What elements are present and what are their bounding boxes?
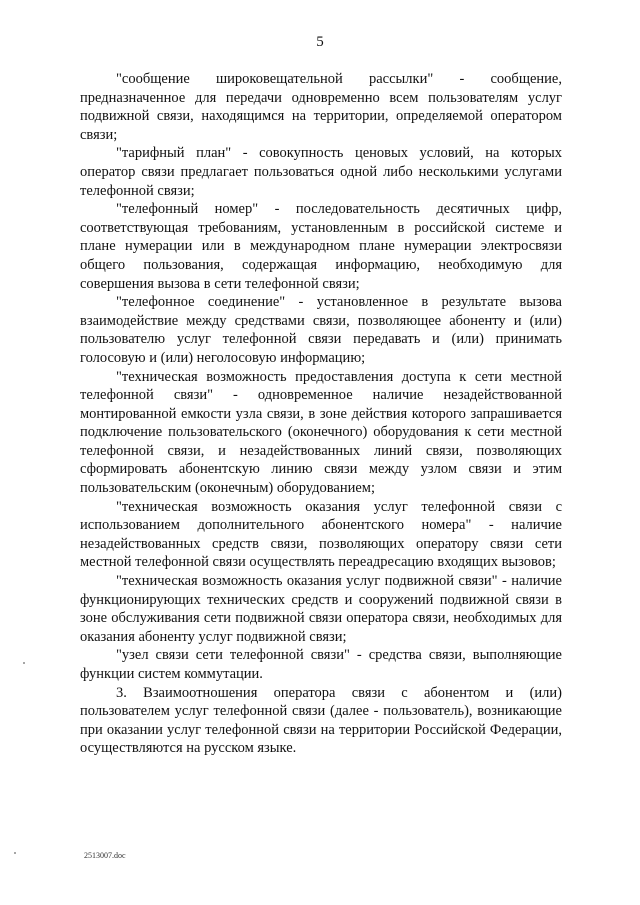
definition-switching-node: "узел связи сети телефонной связи" - средства связи, выполняющие функции систем коммутации. bbox=[80, 647, 562, 682]
definition-tariff-plan: "тарифный план" - совокупность ценовых условий, на которых оператор связи предлагает пользоваться одной либо несколькими услугами телефонной связи; bbox=[80, 145, 562, 199]
margin-dot bbox=[14, 852, 16, 854]
definition-mobile-service-possibility: "техническая возможность оказания услуг подвижной связи" - наличие функционирующих технических средств и сооружений подвижной связи в зоне обслуживания сети подвижной связи оператора связи, необходимых для оказания абоненту услуг подвижной связи; bbox=[80, 573, 562, 645]
document-footer: 2513007.doc bbox=[84, 851, 126, 860]
definition-additional-number-possibility: "техническая возможность оказания услуг телефонной связи с использованием дополнительного абонентского номера" - наличие незадействованных средств связи, позволяющих оператору связи сети местной телефонной связи осуществлять переадресацию входящих вызовов; bbox=[80, 498, 562, 571]
margin-dot bbox=[23, 662, 25, 664]
definition-telephone-connection: "телефонное соединение" - установленное в результате вызова взаимодействие между средствами связи, позволяющее абоненту и (или) пользователю услуг телефонной связи передавать и (или) принимать голосовую и (или) неголосовую информацию; bbox=[80, 294, 562, 366]
clause-3-language: 3. Взаимоотношения оператора связи с абонентом и (или) пользователем услуг телефонной связи (далее - пользователь), возникающие при оказании услуг телефонной связи на территории Российской Федерации, осуществляются на русском языке. bbox=[80, 684, 562, 757]
definition-broadcast-message: "сообщение широковещательной рассылки" - сообщение, предназначенное для передачи одновременно всем пользователям услуг подвижной связи, находящимся на территории, определяемой оператором связи; bbox=[80, 71, 562, 143]
page-number: 5 bbox=[316, 34, 324, 50]
document-body bbox=[80, 70, 562, 758]
definition-telephone-number: "телефонный номер" - последовательность десятичных цифр, соответствующая требованиям, установленным в российской системе и плане нумерации или в международном плане нумерации электросвязи общего пользования, содержащая информацию, необходимую для совершения вызова в сети телефонной связи; bbox=[80, 201, 562, 292]
definition-local-access-possibility: "техническая возможность предоставления доступа к сети местной телефонной связи" - одновременное наличие незадействованной монтированной емкости узла связи, в зоне действия которого запрашивается подключение пользовательского (оконечного) оборудования к сети местной телефонной связи, и незадействованных линий связи, позволяющих сформировать абонентскую линию связи между узлом связи и этим пользовательским (оконечным) оборудованием; bbox=[80, 368, 562, 497]
